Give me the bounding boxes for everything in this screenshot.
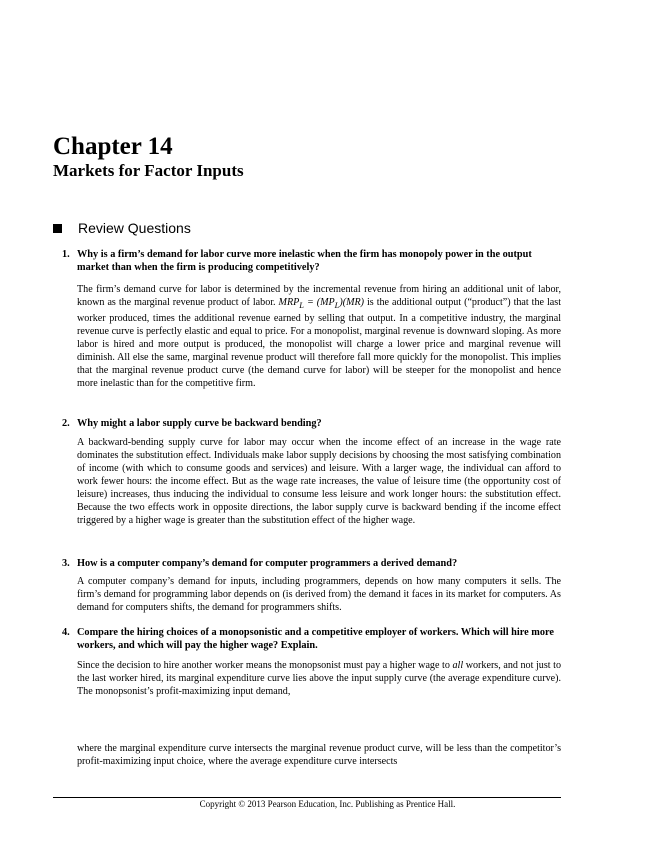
question-2 [62,417,562,430]
answer-text-continued: is the additional output (“product”) that the last worker produced, times the additional revenue earned by selling that output. In a competitive industry, the marginal revenue curve is perfectly elastic and equal to price. For a monopolist, marginal revenue is downward sloping. As more labor is hired and more output is produced, the monopolist will charge a lower price and marginal revenue will diminish. All else the same, marginal revenue product will therefore fall more quickly for the monopolist. This implies that the marginal revenue product curve (the demand curve for labor) will be steeper for the monopolist and hence more inelastic than for the competitive firm. [77,297,561,390]
chapter-subtitle: Markets for Factor Inputs [53,161,244,180]
question-3 [62,557,562,570]
question-number: 3. [62,558,70,569]
formula-mrp: MRP [278,297,300,308]
question-1 [62,248,562,274]
question-number: 1. [62,249,70,260]
chapter-title: Chapter 14 [53,133,173,160]
formula-subscript: L [299,301,304,311]
answer-2: A backward-bending supply curve for labor may occur when the income effect of an increase in the wage rate dominates the substitution effect. Individuals make labor supply decisions by choosing the most satisfying combination of income (with which to consume goods and services) and leisure. With a larger wage, the individual can afford to work fewer hours: the income effect. But as the wage rate increases, the value of leisure time (the opportunity cost of leisure) increases, thus inducing the individual to consume less leisure and work longer hours: the substitution effect. Because the two effects work in opposite directions, the labor supply curve is backward bending if the income effect triggered by a higher wage is greater than the substitution effect of the higher wage. [77,437,561,526]
footer-copyright: Copyright © 2013 Pearson Education, Inc. Publishing as Prentice Hall. [199,799,456,809]
question-4 [62,626,562,652]
answer-4-continued: where the marginal expenditure curve intersects the marginal revenue product curve, will be less than the competitor’s profit-maximizing input choice, where the average expenditure curve intersects [77,743,561,767]
section-title: Review Questions [78,220,191,236]
question-text: Compare the hiring choices of a monopsonistic and a competitive employer of workers. Which will hire more workers, and which will pay the higher wage? Explain. [77,627,554,651]
formula-subscript-2: L [334,301,340,311]
question-text: How is a computer company’s demand for computer programmers a derived demand? [77,558,458,569]
square-bullet-icon [53,224,62,233]
answer-3: A computer company’s demand for inputs, including programmers, depends on how many computers it sells. The firm’s demand for programming labor depends on (is derived from) the demand it faces in its market for computers. As demand for computers shifts, the demand for programmers shifts. [77,576,561,613]
section-heading [53,220,191,236]
answer-text-continued: workers, and not just to the last worker hired, its marginal expenditure curve lies above the input supply curve (the average expenditure curve). The monopsonist’s profit-maximizing input demand, [77,660,562,697]
question-number: 4. [62,627,70,638]
answer-4 [77,659,561,698]
question-text: Why might a labor supply curve be backward bending? [77,418,322,429]
question-text: Why is a firm’s demand for labor curve more inelastic when the firm has monopoly power in the output market than when the firm is producing competitively? [77,249,532,273]
footer-divider [53,797,561,798]
answer-italic-word: all [452,660,464,671]
question-number: 2. [62,418,70,429]
answer-text: The firm’s demand curve for labor is determined by the incremental revenue from hiring an additional unit of labor, known as the marginal revenue product of labor. [77,284,561,308]
formula-mid: = (MP [303,297,335,308]
formula-end: )(MR) [339,297,365,308]
answer-1 [77,283,561,390]
answer-text: Since the decision to hire another worker means the monopsonist must pay a higher wage to [77,660,453,671]
